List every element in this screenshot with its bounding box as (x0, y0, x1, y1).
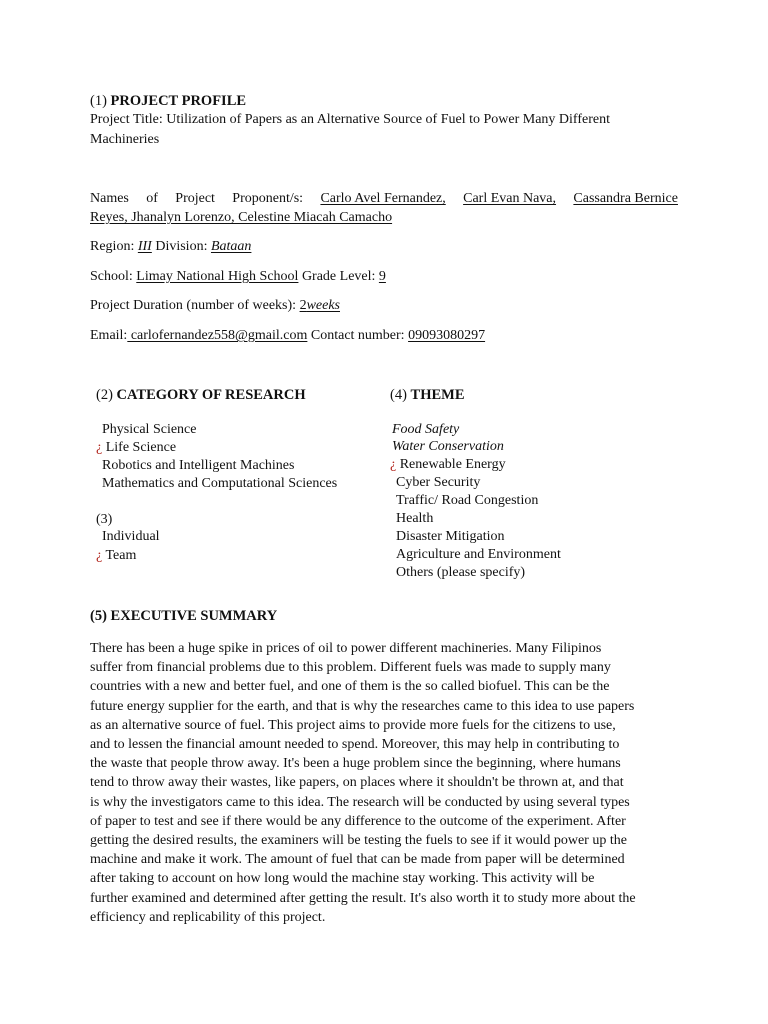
theme-item-selected (390, 457, 506, 473)
theme-item (390, 511, 433, 527)
proponents-word: Proponent/s: (232, 191, 304, 206)
selected-marker: ¿ (96, 440, 103, 455)
project-title-line-2: Machineries (90, 132, 160, 147)
section-number: (2) (96, 387, 113, 403)
summary-line: efficiency and replicability of this project. (90, 909, 326, 925)
participation-label: Team (105, 548, 137, 563)
category-label: Life Science (105, 440, 177, 455)
section-heading: PROJECT PROFILE (110, 93, 247, 109)
duration-value (300, 298, 340, 313)
proponents-word: of (146, 191, 158, 206)
duration-unit: weeks (306, 298, 340, 313)
participation-item (96, 529, 160, 545)
section-heading: THEME (410, 387, 465, 403)
theme-label: Disaster Mitigation (396, 529, 505, 544)
theme-item (390, 493, 538, 509)
category-label: Physical Science (102, 422, 197, 437)
participation-item-selected (96, 548, 136, 564)
section-heading: CATEGORY OF RESEARCH (116, 387, 306, 403)
category-item (96, 476, 337, 492)
region-value: III (137, 239, 152, 254)
grade-value: 9 (378, 269, 386, 284)
selected-marker: ¿ (390, 457, 397, 472)
theme-item (390, 439, 504, 455)
contact-value: 09093080297 (408, 328, 486, 343)
theme-item (390, 422, 459, 438)
summary-line: There has been a huge spike in prices of oil to power different machineries. Many Filipinos (90, 641, 602, 656)
summary-line: tend to throw away their wastes, like papers, on places where it shouldn't be thrown at, and that (90, 775, 624, 791)
summary-line: getting the desired results, the examiners will be testing the fuels to see if it would power up the (90, 833, 627, 849)
email-label: Email: (90, 328, 128, 343)
category-item (96, 422, 196, 438)
project-title-line-1: Project Title: Utilization of Papers as an Alternative Source of Fuel to Power Many Different (90, 112, 610, 127)
summary-line: countries with a new and better fuel, and one of them is the so called biofuel. This can be the (90, 679, 610, 695)
section-number: (4) (390, 387, 407, 403)
theme-label: Others (please specify) (396, 565, 526, 580)
theme-label: Renewable Energy (399, 457, 506, 472)
section-heading: EXECUTIVE SUMMARY (110, 608, 278, 624)
project-profile-heading (90, 93, 246, 110)
theme-label: Water Conservation (392, 439, 504, 454)
category-item-selected (96, 440, 176, 456)
email-value: carlofernandez558@gmail.com (127, 328, 308, 343)
category-heading (96, 387, 306, 404)
grade-label: Grade Level: (301, 269, 376, 284)
theme-label: Traffic/ Road Congestion (396, 493, 539, 508)
summary-line: is why the investigators came to this idea. The research will be conducted by using several types (90, 794, 630, 810)
school-label: School: (90, 269, 133, 284)
summary-line: as an alternative source of fuel. This project aims to provide more fuels for the citizens to use, (90, 717, 616, 733)
executive-summary-heading (90, 608, 277, 625)
summary-line: the waste that people throw away. It's been a huge problem since the beginning, where humans (90, 756, 621, 772)
proponent-name: Carl Evan Nava, (463, 191, 557, 206)
duration-number: 2 (299, 298, 307, 313)
summary-line: of paper to test and see if there would be any difference to the outcome of the experiment. After (90, 813, 626, 829)
theme-label: Health (396, 511, 434, 526)
proponents-word: Project (175, 191, 215, 206)
theme-item (390, 475, 480, 491)
summary-line: future energy supplier for the earth, and that is why the researches came to this idea to use papers (90, 698, 635, 714)
division-label: Division: (155, 239, 208, 254)
summary-line: after taking to account on how long would the machine stay working. This activity will be (90, 871, 595, 887)
theme-item (390, 547, 561, 563)
contact-label: Contact number: (310, 328, 405, 343)
school-value: Limay National High School (136, 269, 299, 284)
participation-label: Individual (102, 529, 160, 544)
section-number: (1) (90, 93, 107, 109)
proponents-line-2: Reyes, Jhanalyn Lorenzo, Celestine Miacah Camacho (90, 210, 393, 225)
duration-row (90, 298, 340, 314)
school-grade-row (90, 269, 386, 285)
theme-label: Cyber Security (396, 475, 481, 490)
executive-summary-body (90, 639, 680, 927)
summary-line: and to lessen the financial amount needed to spend. Moreover, this may help in contributing to (90, 737, 620, 753)
contact-row (90, 328, 485, 344)
summary-line: suffer from financial problems due to this problem. Different fuels was made to supply many (90, 660, 611, 676)
summary-line: machine and make it work. The amount of fuel that can be made from paper will be determined (90, 852, 625, 868)
proponents-line-1 (90, 191, 678, 207)
region-label: Region: (90, 239, 135, 254)
section-3-heading: (3) (96, 512, 113, 527)
theme-heading (390, 387, 465, 404)
division-value: Bataan (210, 239, 252, 254)
category-label: Mathematics and Computational Sciences (102, 476, 338, 491)
proponents-word: Names (90, 191, 129, 206)
theme-item (390, 565, 525, 581)
proponent-name: Carlo Avel Fernandez, (320, 191, 446, 206)
category-label: Robotics and Intelligent Machines (102, 458, 295, 473)
selected-marker: ¿ (96, 548, 103, 563)
summary-line: further examined and determined after getting the result. It's also worth it to study more about the (90, 890, 636, 906)
section-number: (5) (90, 608, 107, 624)
theme-item (390, 529, 505, 545)
theme-label: Food Safety (392, 422, 460, 437)
theme-label: Agriculture and Environment (396, 547, 561, 562)
category-item (96, 458, 294, 474)
duration-label: Project Duration (number of weeks): (90, 298, 297, 313)
proponent-name: Cassandra Bernice (573, 191, 678, 206)
region-division-row (90, 239, 251, 255)
